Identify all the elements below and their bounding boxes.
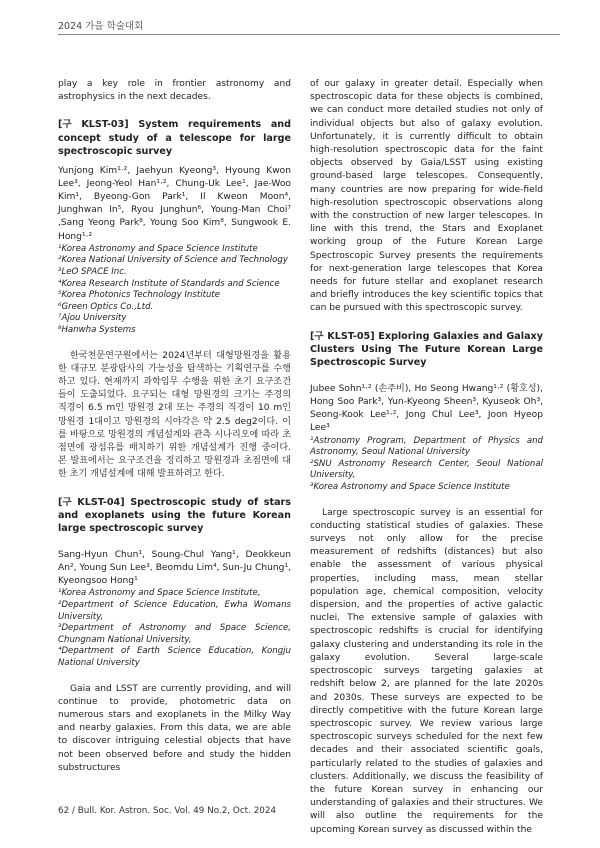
- affiliation: ⁴Korea Research Institute of Standards and Science: [58, 278, 280, 289]
- klst05-title: [구 KLST-05] Exploring Galaxies and Galaxy Clusters Using The Future Korean Large Spectroscopic Survey: [310, 330, 543, 369]
- affiliation: ⁸Hanwha Systems: [58, 325, 136, 335]
- affiliation: ³Korea Astronomy and Space Science Institute: [310, 482, 510, 493]
- intro-paragraph: play a key role in frontier astronomy and astrophysics in the next decades.: [58, 79, 291, 103]
- header-rule: [58, 34, 560, 35]
- klst04-authors: Sang-Hyun Chun¹, Soung-Chul Yang¹, Deokkeun An², Young Sun Lee³, Beomdu Lim⁴, Sun-Ju Chung¹, Kyeongsoo Hong¹: [58, 549, 291, 587]
- affiliation: ²SNU Astronomy Research Center, Seoul National University,: [310, 458, 543, 481]
- affiliation: ¹Astronomy Program, Department of Physics and Astronomy, Seoul National University: [310, 435, 543, 458]
- klst05-authors: Jubee Sohn¹·² (손주비), Ho Seong Hwang¹·² (황호성), Hong Soo Park³, Yun-Kyeong Sheen³, Kyuseok Oh³, Seong-Kook Lee¹·², Jong Chul Lee³, Joon Hyeop Lee³: [310, 383, 543, 434]
- klst04-abstract-continued: of our galaxy in greater detail. Especially when spectroscopic data for these objects is combined, we can conduct more detailed studies not only of individual objects but also of galaxy evolution. Unfortunately, it is currently difficult to obtain high-resolution spectroscopic data for the faint objects observed by Gaia/LSST using existing ground-based large telescopes. Consequently, many countries are now preparing for wide-field high-resolution spectroscopic observations along with the construction of new larger telescopes. In line with this trend, the Stars and Exoplanet working group of the Future Korean Large Spectroscopic Survey presents the requirements for next-generation large telescopes that Korea needs for future stellar and exoplanet research and briefly introduces the key scientific topics that can be pursued with this spectroscopic survey.: [310, 79, 543, 314]
- klst03-title: [구 KLST-03] System requirements and concept study of a telescope for large spectroscopic survey: [58, 119, 291, 158]
- left-column: [58, 78, 291, 775]
- affiliation: ⁶Green Optics Co.,Ltd.: [58, 301, 154, 312]
- affiliation: ⁵Korea Photonics Technology Institute: [58, 290, 221, 301]
- affiliation: ¹Korea Astronomy and Space Science Institute: [58, 243, 258, 254]
- affiliation: ⁷Ajou University: [58, 313, 127, 324]
- affiliation: ¹Korea Astronomy and Space Science Institute,: [58, 588, 261, 599]
- klst04-title: [구 KLST-04] Spectroscopic study of stars and exoplanets using the future Korean large spectroscopic survey: [58, 496, 291, 535]
- affiliation: ³Department of Astronomy and Space Science, Chungnam National University,: [58, 623, 291, 645]
- klst05-affiliations: [310, 436, 543, 494]
- right-column: [310, 78, 543, 837]
- klst04-affiliations: [58, 588, 291, 669]
- affiliation: ⁴Department of Earth Science Education, Kongju National University: [58, 646, 291, 669]
- affiliation: ²Department of Science Education, Ewha Womans University,: [58, 600, 291, 622]
- klst04-abstract: Gaia and LSST are currently providing, and will continue to provide, photometric data on numerous stars and exoplanets in the Milky Way and nearby galaxies. From this data, we are able to discover intriguing celestial objects that have not been observed before and study the hidden substructures: [58, 683, 291, 773]
- klst03-authors: Yunjong Kim¹·², Jaehyun Kyeong³, Hyoung Kwon Lee³, Jeong-Yeol Han¹·², Chung-Uk Lee¹, Jae-Woo Kim¹, Byeong-Gon Park¹, Il Kweon Moon⁴, Junghwan In⁵, Ryou Junghun⁶, Young-Man Choi⁷ ,Sang Yeong Park⁸, Young Soo Kim⁸, Sungwook E. Hong¹·²: [58, 165, 291, 242]
- klst03-abstract: 한국천문연구원에서는 2024년부터 대형망원경을 활용한 대규모 분광탐사의 가능성을 탐색하는 기획연구를 수행하고 있다. 현재까지 과학임무 수행을 위한 초기 요구조건들이 도출되었다. 요구되는 대형 망원경의 크기는 주경의 직경이 6.5 m인 망원경 2대 또는 주경의 직경이 10 m인 망원경 1대이고 망원경의 시야각은 약 2.5 deg2이다. 이를 바탕으로 망원경의 개념설계와 관측 시나리오에 따라 초점면에 광섬유를 배치하기 위한 개념설계가 진행 중이다. 본 발표에서는 요구조건을 정리하고 망원경과 초점면에 대한 초기 개념설계에 대해 발표하려고 한다.: [58, 350, 291, 480]
- klst05-abstract: Large spectroscopic survey is an essential for conducting statistical studies of galaxies. These surveys not only allow for the precise measurement of redshifts (distances) but also enable the assessment of various physical properties, including mass, mean stellar population age, chemical composition, velocity dispersion, and the properties of active galactic nuclei. The extensive sample of galaxies with spectroscopic redshifts is crucial for identifying galaxy clustering and understanding its role in the galaxy evolution. Several large-scale spectroscopic surveys targeting galaxies at redshift below 2, are planned for the late 2020s and 2030s. These surveys are expected to be directly competitive with the future Korean large spectroscopic survey. We review various large spectroscopic surveys scheduled for the next few decades and their associated scientific goals, particularly related to the studies of galaxies and clusters. Additionally, we discuss the feasibility of the future Korean survey in enhancing our understanding of galaxies and their structures. We will also outline the requirements for the upcoming Korean survey as discussed within the: [310, 507, 543, 835]
- affiliation: ³LeO SPACE Inc.: [58, 267, 127, 278]
- page-footer: 62 / Bull. Kor. Astron. Soc. Vol. 49 No.2, Oct. 2024: [58, 806, 277, 816]
- running-header: 2024 가을 학술대회: [58, 21, 144, 32]
- affiliation: ²Korea National University of Science and Technology: [58, 255, 288, 266]
- klst03-affiliations: [58, 244, 291, 337]
